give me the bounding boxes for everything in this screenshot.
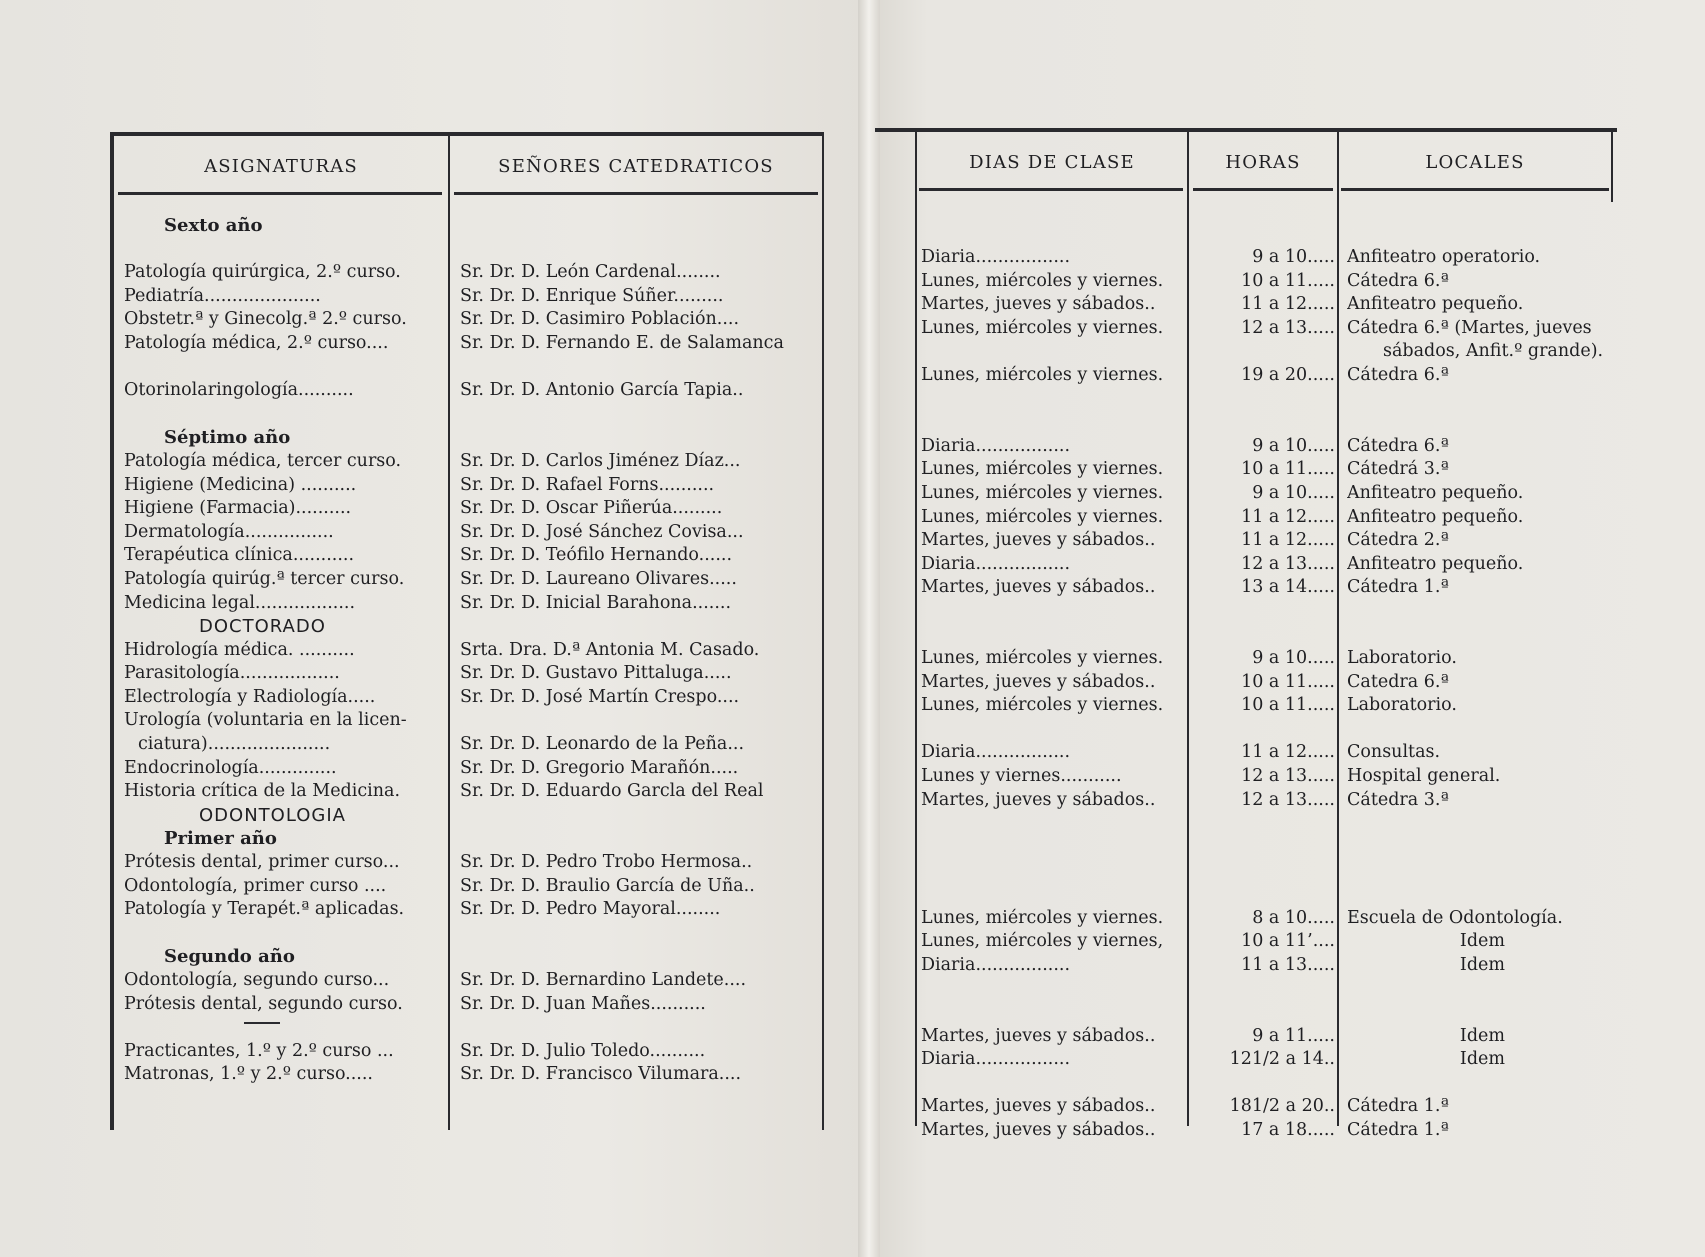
professor: Sr. Dr. D. Juan Mañes..........	[460, 993, 706, 1014]
professor: Sr. Dr. D. Fernando E. de Salamanca	[460, 332, 784, 353]
location: Anfiteatro operatorio.	[1347, 247, 1541, 267]
class-hours: 11 a 13.....	[1241, 954, 1335, 975]
location: Cátedra 1.ª	[1347, 1119, 1449, 1140]
professor: Sr. Dr. D. Laureano Olivares.....	[460, 568, 737, 589]
professor: Sr. Dr. D. Teófilo Hernando......	[460, 545, 733, 566]
location: Escuela de Odontología.	[1347, 907, 1563, 928]
table-top-rule	[875, 128, 1617, 132]
class-days: Lunes, miércoles y viernes.	[921, 317, 1164, 338]
locales-column	[1347, 246, 1615, 1143]
class-hours: 9 a 10.....	[1252, 482, 1335, 503]
asignaturas-column	[124, 214, 446, 1087]
class-days: Lunes, miércoles y viernes.	[921, 907, 1164, 928]
section-heading: Séptimo año	[164, 427, 291, 449]
professor: Sr. Dr. D. Braulio García de Uña..	[460, 875, 755, 896]
subject: Patología quirúrgica, 2.º curso.	[124, 262, 401, 283]
table-top-rule	[114, 132, 824, 136]
class-hours: 11 a 12.....	[1241, 530, 1335, 551]
subject: Medicina legal..................	[124, 592, 356, 613]
dias-column	[921, 246, 1187, 1143]
class-days: Lunes, miércoles y viernes.	[921, 364, 1164, 385]
class-hours: 9 a 10.....	[1252, 648, 1335, 669]
location: Consultas.	[1347, 742, 1441, 763]
class-days: Martes, jueves y sábados..	[921, 530, 1156, 551]
location: Cátedra 6.ª	[1347, 435, 1449, 456]
class-days: Lunes, miércoles y viernes.	[921, 695, 1164, 716]
header-rule	[1193, 188, 1333, 191]
header-rule	[919, 188, 1183, 191]
professor: Sr. Dr. D. José Sánchez Covisa...	[460, 521, 744, 542]
subject: Patología médica, tercer curso.	[124, 450, 402, 471]
location: Cátedra 1.ª	[1347, 577, 1449, 598]
class-hours: 10 a 11’....	[1241, 931, 1335, 952]
professor: Sr. Dr. D. José Martín Crespo....	[460, 686, 740, 707]
location: Cátedrá 3.ª	[1347, 459, 1449, 480]
location: Anfiteatro pequeño.	[1347, 294, 1524, 315]
professor: Sr. Dr. D. Inicial Barahona.......	[460, 592, 732, 613]
professor: Sr. Dr. D. Enrique Súñer.........	[460, 285, 724, 306]
professor: Sr. Dr. D. Oscar Piñerúa.........	[460, 498, 723, 519]
subject: Prótesis dental, segundo curso.	[124, 993, 403, 1014]
class-hours: 10 a 11.....	[1241, 671, 1335, 692]
column-divider	[915, 132, 917, 1126]
class-days: Diaria.................	[921, 553, 1071, 574]
class-hours: 11 a 12.....	[1241, 294, 1335, 315]
subject-continued: ciatura)......................	[138, 734, 331, 755]
header-horas: HORAS	[1225, 152, 1301, 173]
subject: Patología quirúg.ª tercer curso.	[124, 568, 405, 589]
column-divider	[448, 136, 450, 1130]
class-days: Martes, jueves y sábados..	[921, 1025, 1156, 1046]
header-catedraticos: SEÑORES CATEDRATICOS	[498, 156, 774, 177]
subject: Patología y Terapét.ª aplicadas.	[124, 899, 405, 920]
subject: Pediatría.....................	[124, 285, 321, 306]
column-divider	[1187, 132, 1189, 1126]
class-days: Martes, jueves y sábados..	[921, 1119, 1156, 1140]
class-hours: 121/2 a 14..	[1229, 1049, 1335, 1070]
subject: Endocrinología..............	[124, 757, 337, 778]
professor: Sr. Dr. D. Eduardo Garcla del Real	[460, 781, 764, 802]
subject: Practicantes, 1.º y 2.º curso ...	[124, 1040, 394, 1061]
class-days: Diaria.................	[921, 435, 1071, 456]
location: Cátedra 6.ª (Martes, jueves	[1347, 317, 1592, 338]
professor: Sr. Dr. D. Antonio García Tapia..	[460, 380, 744, 401]
class-hours: 10 a 11.....	[1241, 695, 1335, 716]
location: Cátedra 1.ª	[1347, 1096, 1449, 1117]
location: Laboratorio.	[1347, 648, 1457, 669]
location: Cátedra 6.ª	[1347, 364, 1449, 385]
class-hours: 19 a 20.....	[1241, 364, 1335, 385]
professor: Sr. Dr. D. Leonardo de la Peña...	[460, 734, 745, 755]
subject: Dermatología................	[124, 521, 334, 542]
column-divider	[1611, 132, 1613, 202]
header-rule	[454, 192, 818, 195]
class-days: Lunes, miércoles y viernes,	[921, 931, 1164, 952]
location: Idem	[1459, 1049, 1505, 1070]
class-hours: 8 a 10.....	[1252, 907, 1335, 928]
location: Anfiteatro pequeño.	[1347, 506, 1524, 527]
professor: Sr. Dr. D. Carlos Jiménez Díaz...	[460, 450, 741, 471]
location: Idem	[1459, 954, 1505, 975]
professor: Sr. Dr. D. Gustavo Pittaluga.....	[460, 663, 732, 684]
subject: Terapéutica clínica...........	[124, 545, 355, 566]
header-asignaturas: ASIGNATURAS	[204, 156, 358, 177]
class-hours: 12 a 13.....	[1241, 317, 1335, 338]
subject: Parasitología..................	[124, 663, 340, 684]
professor: Sr. Dr. D. Pedro Mayoral........	[460, 899, 721, 920]
subject: Higiene (Farmacia)..........	[124, 498, 352, 519]
location: Laboratorio.	[1347, 695, 1457, 716]
location: Hospital general.	[1347, 766, 1501, 787]
class-days: Diaria.................	[921, 1049, 1071, 1070]
class-hours: 11 a 12.....	[1241, 506, 1335, 527]
location: Anfiteatro pequeño.	[1347, 482, 1524, 503]
location: Cátedra 6.ª	[1347, 270, 1449, 291]
class-hours: 12 a 13.....	[1241, 789, 1335, 810]
subject: Otorinolaringología..........	[124, 380, 354, 401]
subject: Matronas, 1.º y 2.º curso.....	[124, 1064, 373, 1085]
section-heading: Sexto año	[164, 215, 263, 236]
class-days: Diaria.................	[921, 247, 1071, 267]
subject: Historia crítica de la Medicina.	[124, 781, 401, 802]
class-days: Martes, jueves y sábados..	[921, 294, 1156, 315]
schedule-table	[905, 128, 1617, 1140]
location: Idem	[1459, 931, 1505, 952]
section-heading: DOCTORADO	[199, 616, 326, 638]
class-days: Martes, jueves y sábados..	[921, 671, 1156, 692]
subject: Odontología, segundo curso...	[124, 970, 390, 990]
location: Catedra 6.ª	[1347, 671, 1449, 692]
subject: Obstetr.ª y Ginecolg.ª 2.º curso.	[124, 309, 407, 330]
location: Anfiteatro pequeño.	[1347, 553, 1524, 574]
subject: Hidrología médica. ..........	[124, 639, 355, 660]
class-hours: 10 a 11.....	[1241, 270, 1335, 291]
professor: Srta. Dra. D.ª Antonia M. Casado.	[460, 639, 760, 660]
class-hours: 12 a 13.....	[1241, 766, 1335, 787]
professor: Sr. Dr. D. Bernardino Landete....	[460, 970, 747, 990]
location-continued: sábados, Anfit.º grande).	[1383, 341, 1604, 362]
class-days: Lunes, miércoles y viernes.	[921, 459, 1164, 480]
subject: Patología médica, 2.º curso....	[124, 332, 389, 353]
professor: Sr. Dr. D. León Cardenal........	[460, 262, 721, 283]
header-rule	[118, 192, 442, 195]
separator-rule	[244, 1022, 280, 1024]
catedraticos-column	[460, 214, 820, 1087]
page-fold	[858, 0, 880, 1257]
location: Idem	[1459, 1025, 1505, 1046]
class-hours: 9 a 11.....	[1252, 1025, 1335, 1046]
class-hours: 10 a 11.....	[1241, 459, 1335, 480]
header-dias: DIAS DE CLASE	[969, 152, 1135, 173]
section-heading: Primer año	[164, 828, 277, 850]
class-hours: 181/2 a 20..	[1229, 1096, 1335, 1117]
class-hours: 9 a 10.....	[1252, 247, 1335, 267]
class-days: Martes, jueves y sábados..	[921, 789, 1156, 810]
class-days: Diaria.................	[921, 742, 1071, 763]
class-days: Lunes, miércoles y viernes.	[921, 482, 1164, 503]
subject: Odontología, primer curso ....	[124, 875, 387, 896]
subject: Urología (voluntaria en la licen-	[124, 710, 407, 731]
location: Cátedra 3.ª	[1347, 789, 1449, 810]
section-heading: ODONTOLOGIA	[199, 804, 346, 826]
class-days: Martes, jueves y sábados..	[921, 1096, 1156, 1117]
class-hours: 17 a 18.....	[1241, 1119, 1335, 1140]
subject: Electrología y Radiología.....	[124, 686, 376, 707]
subject: Prótesis dental, primer curso...	[124, 852, 400, 873]
class-days: Martes, jueves y sábados..	[921, 577, 1156, 598]
column-divider	[1337, 132, 1339, 1126]
class-days: Lunes, miércoles y viernes.	[921, 648, 1164, 669]
subject: Higiene (Medicina) ..........	[124, 474, 357, 495]
professor: Sr. Dr. D. Pedro Trobo Hermosa..	[460, 852, 753, 873]
class-hours: 12 a 13.....	[1241, 553, 1335, 574]
class-hours: 11 a 12.....	[1241, 742, 1335, 763]
class-days: Lunes, miércoles y viernes.	[921, 506, 1164, 527]
professor: Sr. Dr. D. Casimiro Población....	[460, 309, 740, 330]
subjects-table	[110, 132, 824, 1130]
class-hours: 9 a 10.....	[1252, 435, 1335, 456]
professor: Sr. Dr. D. Francisco Vilumara....	[460, 1064, 742, 1085]
header-locales: LOCALES	[1425, 152, 1525, 173]
professor: Sr. Dr. D. Rafael Forns..........	[460, 474, 715, 495]
professor: Sr. Dr. D. Gregorio Marañón.....	[460, 757, 739, 778]
class-days: Diaria.................	[921, 954, 1071, 975]
section-heading: Segundo año	[164, 946, 295, 968]
column-divider	[822, 136, 824, 1130]
professor: Sr. Dr. D. Julio Toledo..........	[460, 1040, 706, 1061]
horas-column	[1191, 246, 1335, 1143]
class-days: Lunes, miércoles y viernes.	[921, 270, 1164, 291]
class-days: Lunes y viernes...........	[921, 766, 1122, 787]
header-rule	[1341, 188, 1609, 191]
location: Cátedra 2.ª	[1347, 530, 1449, 551]
class-hours: 13 a 14.....	[1241, 577, 1335, 598]
